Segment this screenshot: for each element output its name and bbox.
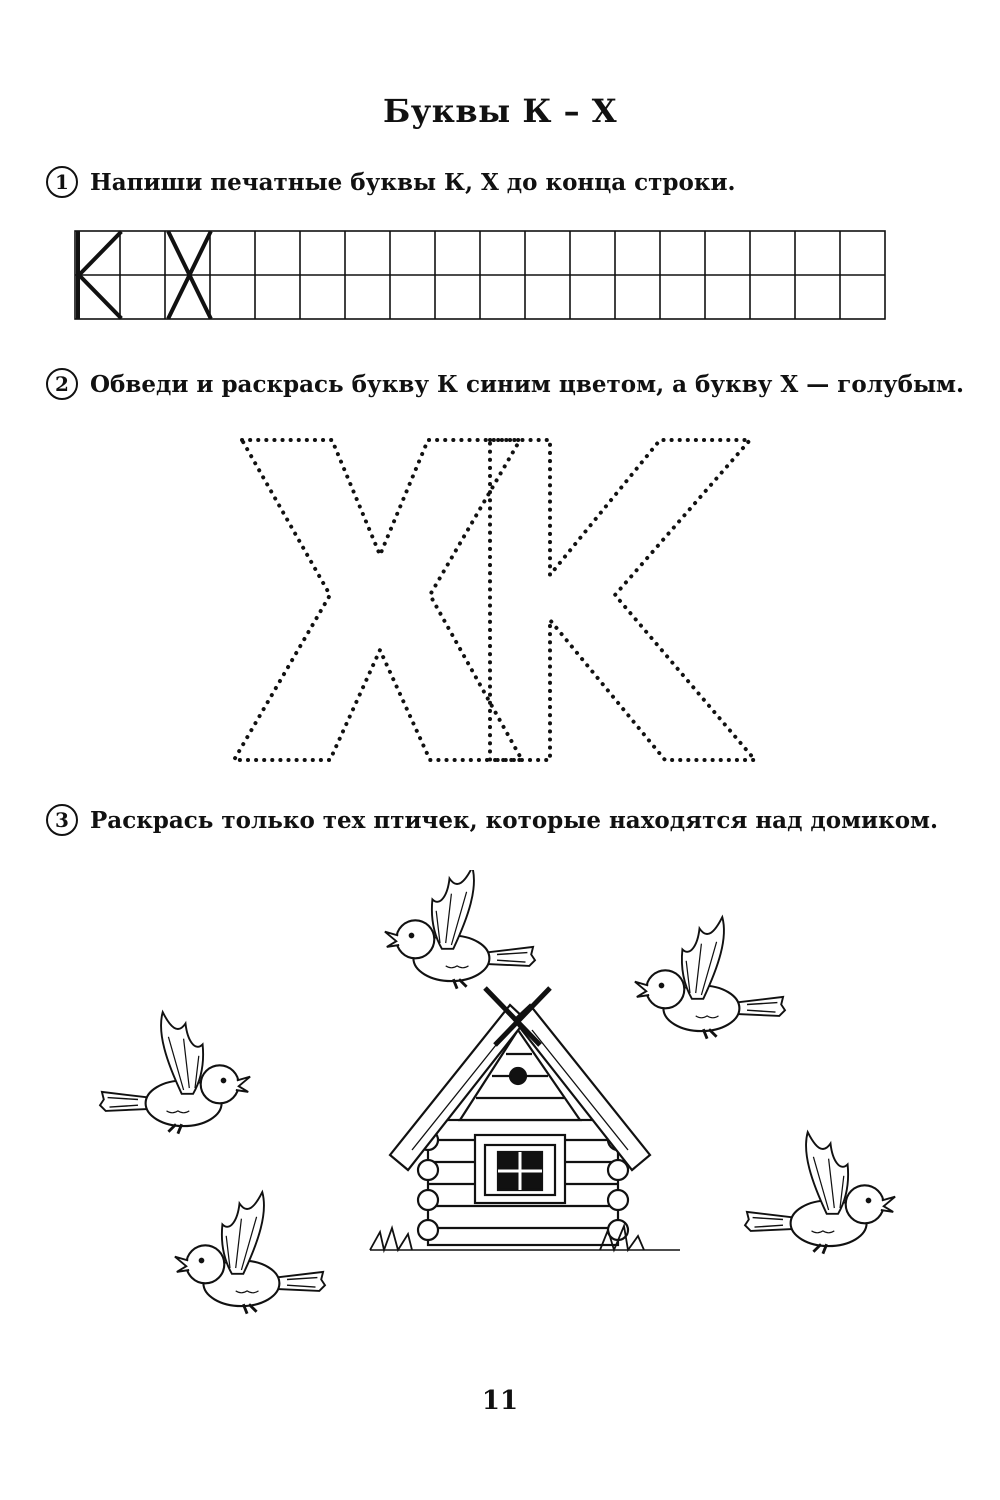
task-2 [46,368,964,400]
task-number-3: 3 [46,804,78,836]
tracing-letter-k [490,440,755,760]
page-number: 11 [481,1386,519,1416]
bird-right-lower [745,1132,895,1254]
task-3 [46,804,938,836]
bird-left-lower [175,1192,325,1314]
bird-top-right [635,917,785,1039]
log-house [370,988,680,1250]
task-text-2: Обведи и раскрась букву К синим цветом, а букву Х — голубым. [90,370,965,398]
tracing-letters [220,425,780,775]
task-text-3: Раскрась только тех птичек, которые находятся над домиком. [90,806,939,834]
page-title: Буквы К – Х [382,92,618,130]
tracing-letter-x [234,440,522,760]
bird-top-center [385,870,535,989]
writing-grid [74,230,890,322]
bird-left-upper [100,1012,250,1134]
coloring-illustration [40,870,900,1370]
task-number-2: 2 [46,368,78,400]
task-1 [46,166,736,198]
task-text-1: Напиши печатные буквы К, Х до конца строки. [90,168,736,196]
task-number-1: 1 [46,166,78,198]
